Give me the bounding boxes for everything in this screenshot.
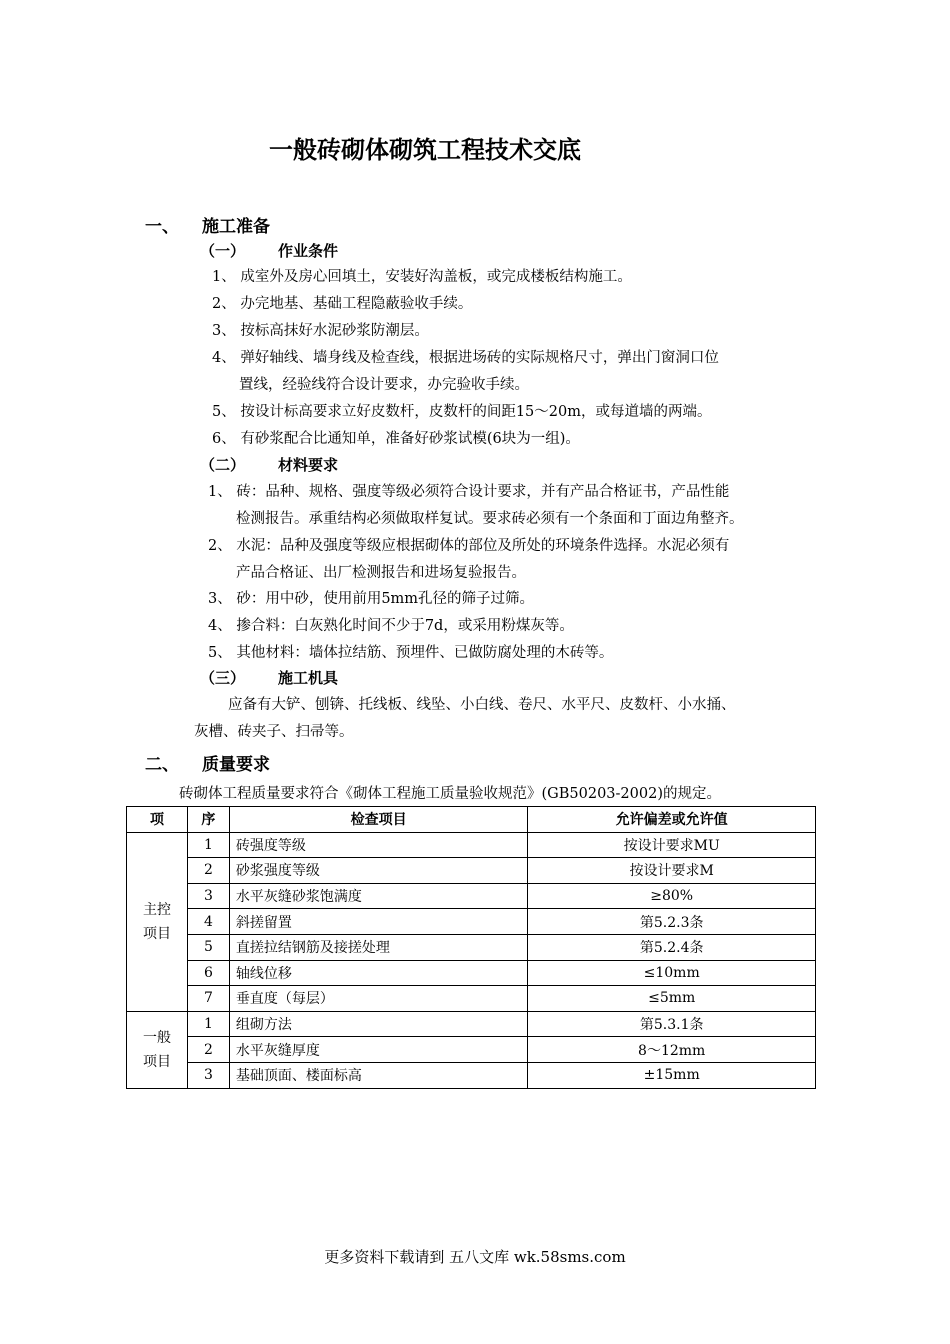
table-row (127, 1062, 816, 1088)
row-item: 基础顶面、楼面标高 (229, 1062, 528, 1088)
list-item-continuation: 检测报告。承重结构必须做取样复试。要求砖必须有一个条面和丁面边角整齐。 (236, 511, 744, 527)
row-number: 5 (187, 934, 229, 960)
list-item-continuation: 产品合格证、出厂检测报告和进场复验报告。 (236, 565, 526, 581)
row-value: ±15mm (528, 1062, 816, 1088)
row-value: 第5.3.1条 (528, 1011, 816, 1037)
header-number: 序 (187, 807, 229, 833)
list-item: 3、 砂：用中砂，使用前用5mm孔径的筛子过筛。 (208, 591, 535, 607)
row-item: 垂直度（每层） (229, 986, 528, 1012)
row-item: 斜搓留置 (229, 909, 528, 935)
row-value: 第5.2.3条 (528, 909, 816, 935)
list-item: 1、 砖：品种、规格、强度等级必须符合设计要求，并有产品合格证书，产品性能 (208, 484, 730, 500)
row-item: 组砌方法 (229, 1011, 528, 1037)
row-value: ≤5mm (528, 986, 816, 1012)
list-item: 5、 按设计标高要求立好皮数杆，皮数杆的间距15～20m，或每道墙的两端。 (212, 404, 712, 420)
row-item: 砂浆强度等级 (229, 858, 528, 884)
header-allowed-value: 允许偏差或允许值 (528, 807, 816, 833)
row-value: ≥80% (528, 883, 816, 909)
header-category: 项 (127, 807, 188, 833)
section-2-title: 质量要求 (202, 755, 270, 775)
list-item: 1、 成室外及房心回填土，安装好沟盖板，或完成楼板结构施工。 (212, 269, 632, 285)
paragraph-line: 应备有大铲、刨锛、托线板、线坠、小白线、卷尺、水平尺、皮数杆、小水捅、 (228, 697, 736, 713)
list-item: 4、 弹好轴线、墙身线及检查线，根据进场砖的实际规格尺寸，弹出门窗洞口位 (212, 350, 719, 366)
section-1-number: 一、 (145, 217, 179, 237)
section-2-intro: 砖砌体工程质量要求符合《砌体工程施工质量验收规范》(GB50203-2002)的规定。 (179, 786, 721, 802)
row-value: 8～12mm (528, 1037, 816, 1063)
group-main-control: 主控 项目 (127, 832, 188, 1011)
row-item: 砖强度等级 (229, 832, 528, 858)
table-row (127, 909, 816, 935)
row-number: 1 (187, 1011, 229, 1037)
row-number: 2 (187, 1037, 229, 1063)
table-row (127, 858, 816, 884)
quality-table (126, 806, 816, 1089)
group-general: 一般 项目 (127, 1011, 188, 1088)
list-item: 4、 掺合料：白灰熟化时间不少于7d，或采用粉煤灰等。 (208, 618, 574, 634)
row-value: 按设计要求M (528, 858, 816, 884)
row-number: 7 (187, 986, 229, 1012)
list-item: 2、 水泥：品种及强度等级应根据砌体的部位及所处的环境条件选择。水泥必须有 (208, 538, 730, 554)
subsection-1b-title: 材料要求 (278, 456, 339, 474)
table-header-row (127, 807, 816, 833)
row-item: 轴线位移 (229, 960, 528, 986)
row-item: 水平灰缝厚度 (229, 1037, 528, 1063)
table-row (127, 883, 816, 909)
section-1-title: 施工准备 (202, 217, 270, 237)
list-item: 3、 按标高抹好水泥砂浆防潮层。 (212, 323, 429, 339)
footer-link[interactable]: 更多资料下载请到 五八文库 wk.58sms.com (324, 1248, 626, 1266)
subsection-1c-number: （三） (200, 669, 246, 687)
table-row (127, 960, 816, 986)
subsection-1a-number: （一） (200, 242, 246, 260)
table-row (127, 1037, 816, 1063)
row-number: 6 (187, 960, 229, 986)
row-item: 水平灰缝砂浆饱满度 (229, 883, 528, 909)
table-row (127, 832, 816, 858)
list-item: 6、 有砂浆配合比通知单，准备好砂浆试模(6块为一组)。 (212, 431, 580, 447)
row-number: 3 (187, 883, 229, 909)
row-value: 第5.2.4条 (528, 934, 816, 960)
row-number: 3 (187, 1062, 229, 1088)
list-item: 5、 其他材料：墙体拉结筋、预埋件、已做防腐处理的木砖等。 (208, 645, 614, 661)
header-check-item: 检查项目 (229, 807, 528, 833)
paragraph-line: 灰槽、砖夹子、扫帚等。 (194, 724, 354, 740)
row-number: 1 (187, 832, 229, 858)
row-number: 2 (187, 858, 229, 884)
section-2-number: 二、 (145, 755, 179, 775)
table-row (127, 934, 816, 960)
row-number: 4 (187, 909, 229, 935)
table-row (127, 1011, 816, 1037)
row-value: ≤10mm (528, 960, 816, 986)
row-item: 直搓拉结钢筋及接搓处理 (229, 934, 528, 960)
row-value: 按设计要求MU (528, 832, 816, 858)
subsection-1b-number: （二） (200, 456, 246, 474)
list-item-continuation: 置线，经验线符合设计要求，办完验收手续。 (239, 377, 529, 393)
subsection-1a-title: 作业条件 (278, 242, 339, 260)
table-row (127, 986, 816, 1012)
page-title: 一般砖砌体砌筑工程技术交底 (269, 136, 581, 164)
list-item: 2、 办完地基、基础工程隐蔽验收手续。 (212, 296, 473, 312)
subsection-1c-title: 施工机具 (278, 669, 339, 687)
